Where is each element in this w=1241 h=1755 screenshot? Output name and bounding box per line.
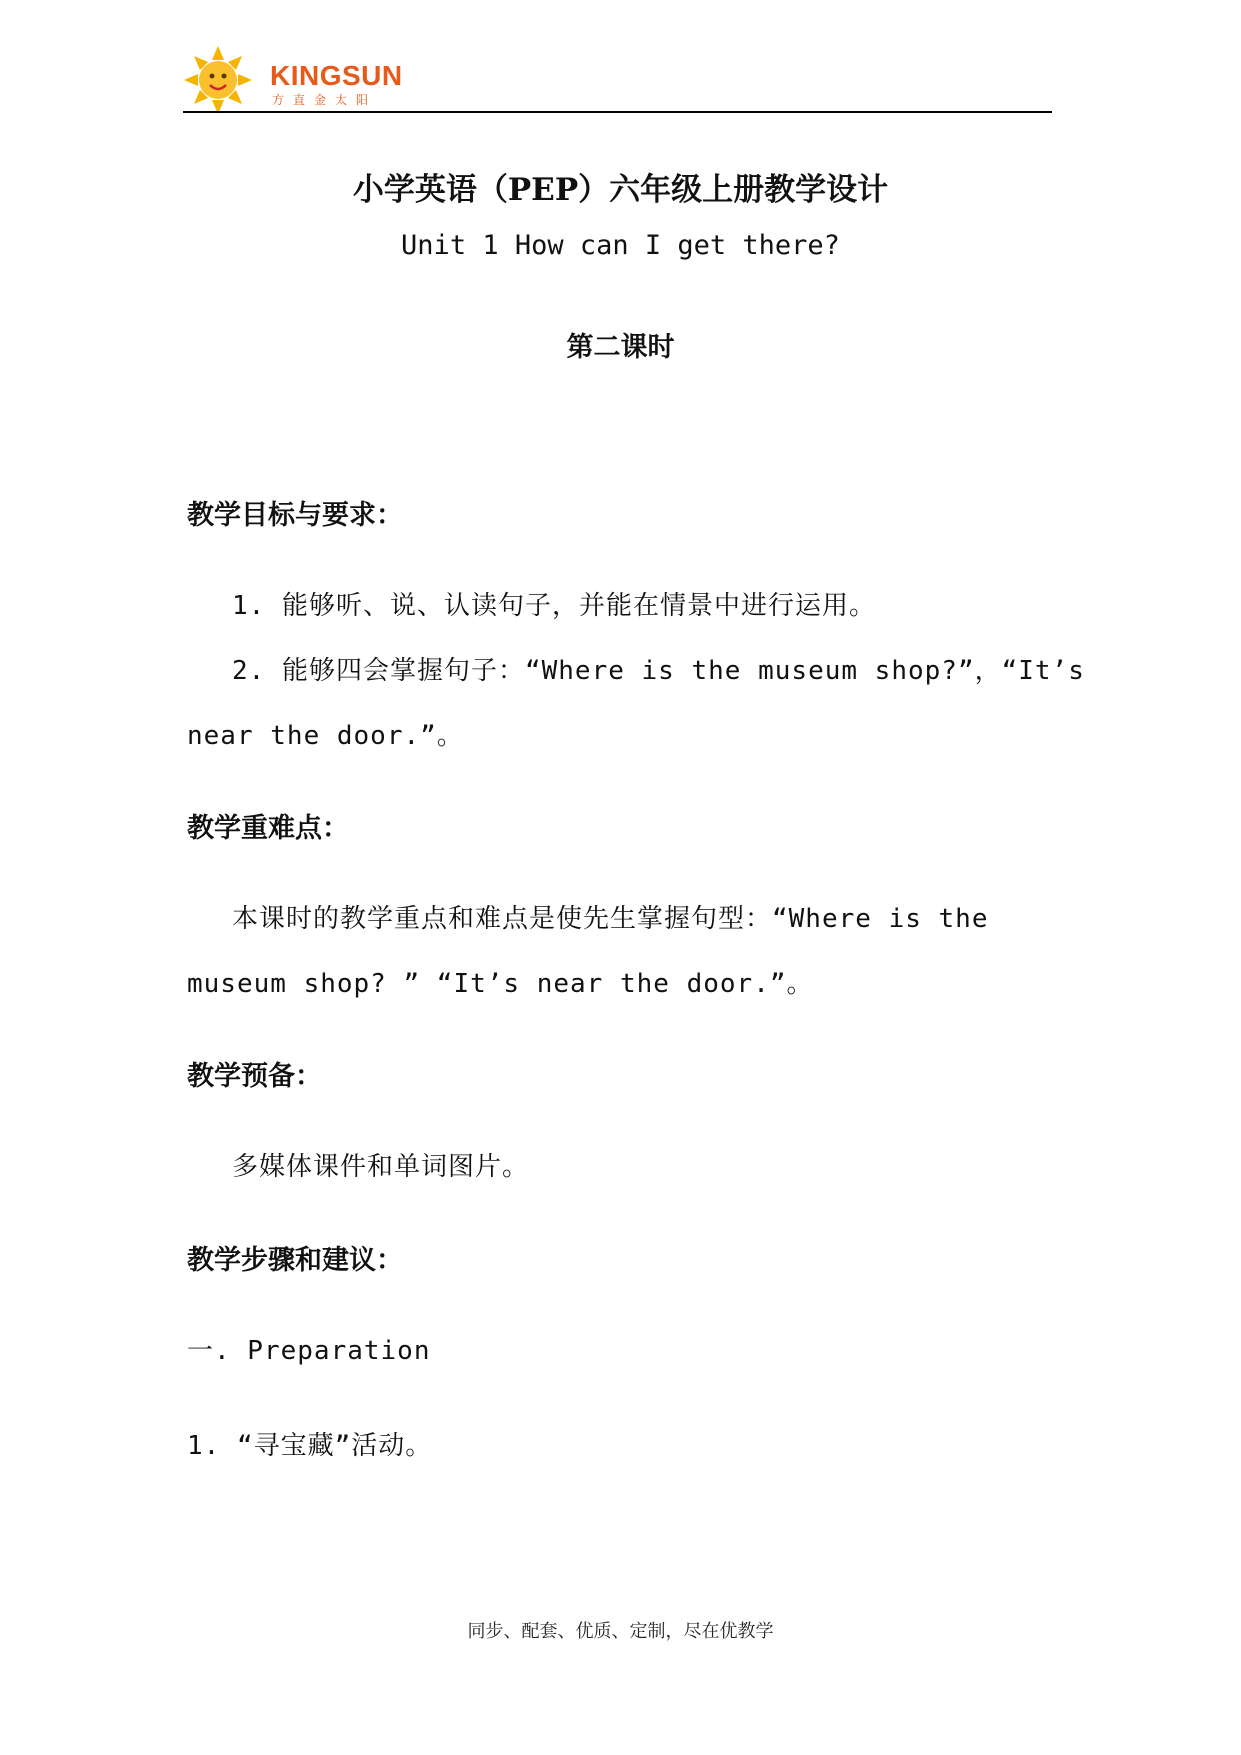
- steps-heading: 教学步骤和建议：: [187, 1245, 403, 1276]
- lesson-label: 第二课时: [566, 332, 675, 363]
- objective-item-1: 1. 能够听、说、认读句子，并能在情景中进行运用。: [232, 591, 876, 621]
- objective-item-2-line-2: near the door.”。: [187, 721, 464, 751]
- steps-item-1: 1. “寻宝藏”活动。: [187, 1431, 433, 1461]
- section-preparation-heading: 一. Preparation: [187, 1336, 431, 1366]
- materials-heading: 教学预备：: [187, 1061, 322, 1092]
- page-footer: 同步、配套、优质、定制，尽在优教学: [467, 1621, 774, 1642]
- objective-item-2-line-1: 2. 能够四会掌握句子：“Where is the museum shop?”，“It’s: [232, 656, 1085, 686]
- materials-text: 多媒体课件和单词图片。: [232, 1152, 530, 1182]
- brand-subtitle: 方直金太阳: [272, 93, 378, 107]
- key-points-heading: 教学重难点：: [187, 813, 349, 844]
- document-subtitle: Unit 1 How can I get there?: [401, 230, 840, 261]
- key-points-line-2: museum shop? ” “It’s near the door.”。: [187, 969, 814, 999]
- header-divider: [183, 111, 1052, 113]
- brand-name: KINGSUN: [270, 60, 403, 91]
- objectives-heading: 教学目标与要求：: [187, 500, 403, 531]
- key-points-line-1: 本课时的教学重点和难点是使先生掌握句型：“Where is the: [232, 904, 989, 934]
- document-title: 小学英语（PEP）六年级上册教学设计: [352, 172, 889, 208]
